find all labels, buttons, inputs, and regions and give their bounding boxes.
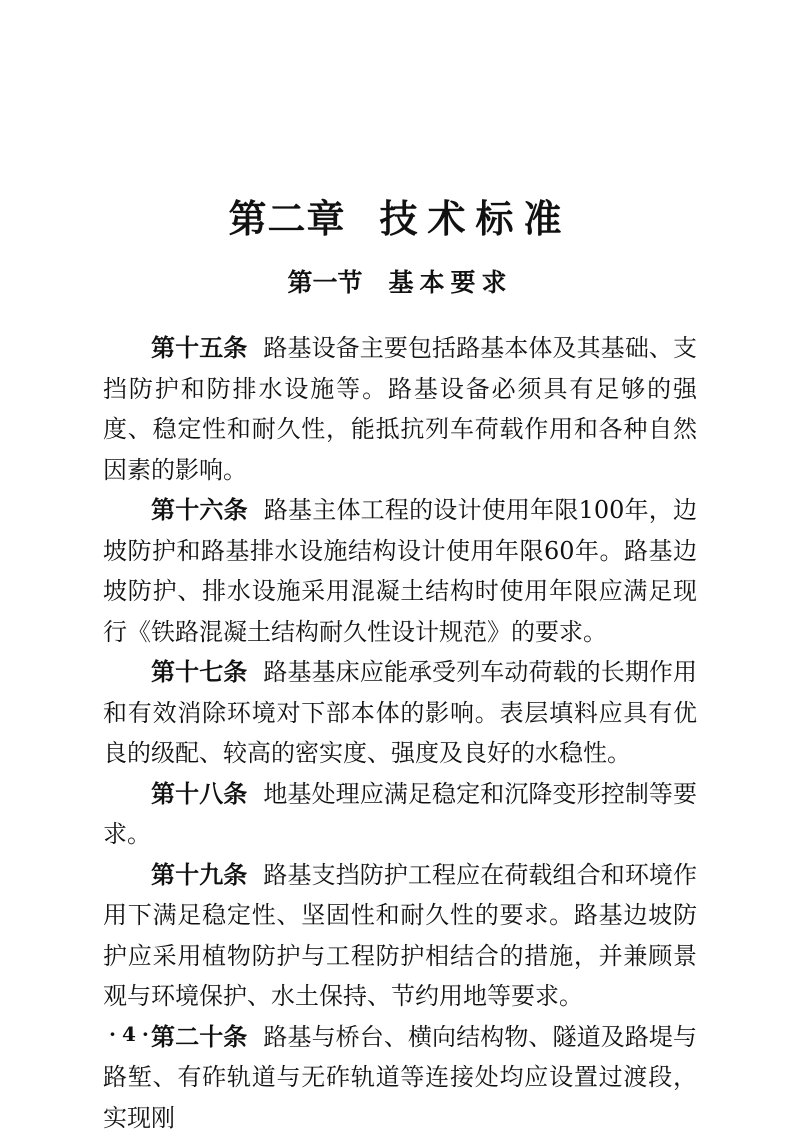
page-number: ·4·	[109, 1022, 155, 1046]
chapter-title: 技术标准	[380, 197, 572, 241]
article-18	[103, 774, 697, 855]
article-text: 路基基床应能承受列车动荷载的长期作用和有效消除环境对下部本体的影响。表层填料应具有优良的级配、较高的密实度、强度及良好的水稳性。	[103, 658, 697, 767]
article-label: 第十六条	[151, 496, 248, 524]
article-text: 路基支挡防护工程应在荷载组合和环境作用下满足稳定性、坚固性和耐久性的要求。路基边坡防护应采用植物防护与工程防护相结合的措施，并兼顾景观与环境保护、水土保持、节约用地等要求。	[103, 861, 697, 1011]
chapter-heading	[0, 188, 800, 243]
article-text: 路基与桥台、横向结构物、隧道及路堤与路堑、有砟轨道与无砟轨道等连接处均应设置过渡段，实现刚	[103, 1023, 697, 1132]
article-16	[103, 490, 697, 652]
article-20	[103, 1017, 697, 1138]
article-label: 第十七条	[151, 658, 247, 686]
article-19	[103, 855, 697, 1017]
section-title: 基本要求	[389, 268, 513, 297]
article-text: 地基处理应满足稳定和沉降变形控制等要求。	[103, 780, 697, 849]
article-label: 第十八条	[151, 780, 247, 808]
article-label: 第十五条	[151, 334, 247, 362]
article-17	[103, 652, 697, 774]
article-label: 第二十条	[151, 1023, 247, 1051]
section-number: 第一节	[287, 268, 362, 297]
article-text: 路基设备主要包括路基本体及其基础、支挡防护和防排水设施等。路基设备必须具有足够的强度、稳定性和耐久性，能抵抗列车荷载作用和各种自然因素的影响。	[103, 334, 697, 484]
section-heading	[0, 263, 800, 299]
article-15	[103, 328, 697, 490]
article-list	[103, 328, 697, 1138]
article-text: 路基主体工程的设计使用年限100年，边坡防护和路基排水设施结构设计使用年限60年。路基边坡防护、排水设施采用混凝土结构时使用年限应满足现行《铁路混凝土结构耐久性设计规范》的要求。	[103, 496, 697, 646]
chapter-number: 第二章	[228, 197, 345, 241]
article-label: 第十九条	[151, 861, 247, 889]
